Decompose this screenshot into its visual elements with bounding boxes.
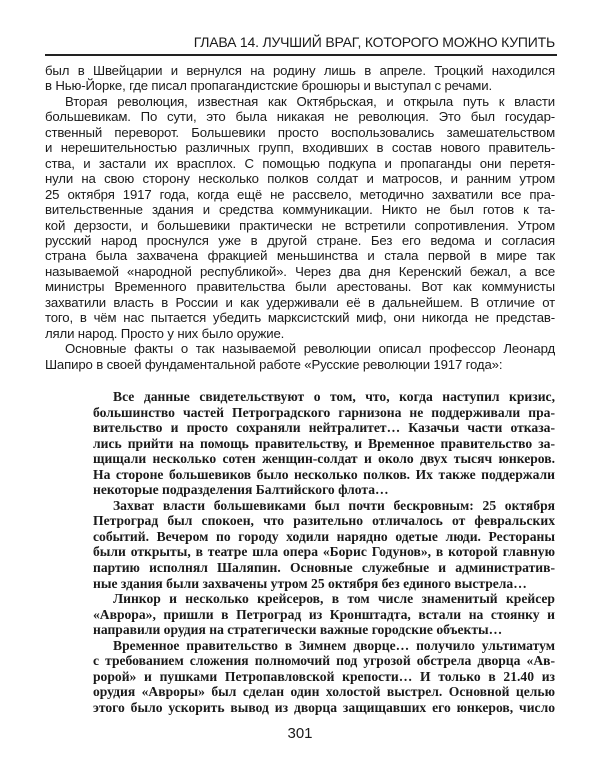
running-header: ГЛАВА 14. ЛУЧШИЙ ВРАГ, КОТОРОГО МОЖНО КУПИТЬ [193, 34, 555, 50]
body-text-line: вительственные здания и средства коммуникации. Никто не был готов к та- [45, 202, 555, 218]
header-rule [45, 54, 557, 56]
quote-text-line: большинство частей Петроградского гарнизона не поддерживали пра- [93, 404, 555, 420]
quote-text-line: этого было ускорить вывод из дворца защищавших его юнкеров, число [93, 699, 555, 715]
quote-text-line: На стороне большевиков было несколько полков. Их также поддержали [93, 466, 555, 482]
body-text-line: и нерешительностью различных групп, входивших в состав нового правитель- [45, 140, 555, 156]
quote-text-line: направили орудия на стратегически важные городские объекты… [93, 622, 503, 638]
quote-text-line: щищали несколько сотен женщин-солдат и около двух тысяч юнкеров. [93, 451, 555, 467]
block-quote [93, 389, 555, 715]
quote-text-line: партию исполнял Шаляпин. Основные служебные и административ- [93, 560, 555, 576]
body-text-line: Шапиро в своей фундаментальной работе «Русские революции 1917 года»: [45, 356, 503, 372]
quote-text-line: Петроград был спокоен, что разительно отличалось от февральских [93, 513, 555, 529]
body-text-line: был в Швейцарии и вернулся на родину лишь в апреле. Троцкий находился [45, 63, 555, 78]
body-text [45, 63, 555, 372]
body-text-line: называемой «народной республикой». Через два дня Керенский бежал, а все [45, 263, 555, 279]
body-text-line: ства, и застали их врасплох. С помощью подкупа и пропаганды они перетя- [45, 155, 555, 171]
quote-text-line: Захват власти большевиками был почти бескровным: 25 октября [113, 497, 555, 513]
quote-text-line: Временное правительство в Зимнем дворце… получило ультиматум [113, 637, 555, 653]
page-number: 301 [287, 725, 313, 742]
body-text-line: нули на свою сторону несколько полков солдат и матросов, и ранним утром [45, 171, 555, 187]
quote-text-line: были открыты, в театре шла опера «Борис Годунов», в которой главную [93, 544, 555, 560]
body-text-line: захватили власть в России и как удерживали её в дальнейшем. В отличие от [45, 294, 555, 310]
quote-text-line: ророй» и пушками Петропавловской крепости… И только в 21.40 из [93, 668, 555, 684]
quote-text-line: вительство и просто сохраняли нейтралитет… Казачьи части отказа- [93, 420, 555, 436]
quote-text-line: некоторые подразделения Балтийского флота… [93, 482, 389, 498]
body-text-line: ственный переворот. Большевики просто воспользовались замешательством [45, 124, 555, 140]
quote-text-line: ные здания были захвачены утром 25 октября без единого выстрела… [93, 575, 527, 591]
body-text-line: большевикам. По сути, это была никакая не революция. Это был государ- [45, 109, 555, 125]
body-text-line: того, в чём нас пытается убедить марксистский миф, они никогда не представ- [45, 310, 555, 326]
body-text-line: Основные факты о так называемой революции описал профессор Леонард [65, 341, 555, 357]
body-text-line: в Нью-Йорке, где писал пропагандистские брошюры и выступал с речами. [45, 78, 492, 94]
quote-text-line: орудия «Авроры» был сделан один холостой выстрел. Основной целью [93, 684, 555, 700]
quote-text-line: Все данные свидетельствуют о том, что, когда наступил кризис, [113, 389, 555, 404]
body-text-line: министры Временного правительства были арестованы. Вот как коммунисты [45, 279, 555, 295]
quote-text-line: событий. Вечером по городу ходили нарядно одетые люди. Рестораны [93, 528, 555, 544]
body-text-line: кой дерзости, и большевики практически не встретили сопротивления. Утром [45, 217, 555, 233]
body-text-line: 25 октября 1917 года, когда ещё не рассвело, методично захватили все пра- [45, 186, 555, 202]
quote-text-line: лись прийти на помощь правительству, и Временное правительство за- [93, 435, 555, 451]
quote-text-line: Линкор и несколько крейсеров, в том числе знаменитый крейсер [113, 591, 555, 607]
body-text-line: русский народ проснулся уже в другой стране. Без его ведома и согласия [45, 232, 555, 248]
body-text-line: Вторая революция, известная как Октябрьская, и открыла путь к власти [65, 93, 555, 109]
quote-text-line: «Аврора», пришли в Петроград из Кронштадта, встали на стоянку и [93, 606, 555, 622]
body-text-line: страна была захвачена фракцией меньшинства и стала первой в мире так [45, 248, 555, 264]
body-text-line: ляли народ. Просто у них было оружие. [45, 325, 285, 341]
quote-text-line: с требованием сложения полномочий под угрозой обстрела дворца «Ав- [93, 653, 555, 669]
